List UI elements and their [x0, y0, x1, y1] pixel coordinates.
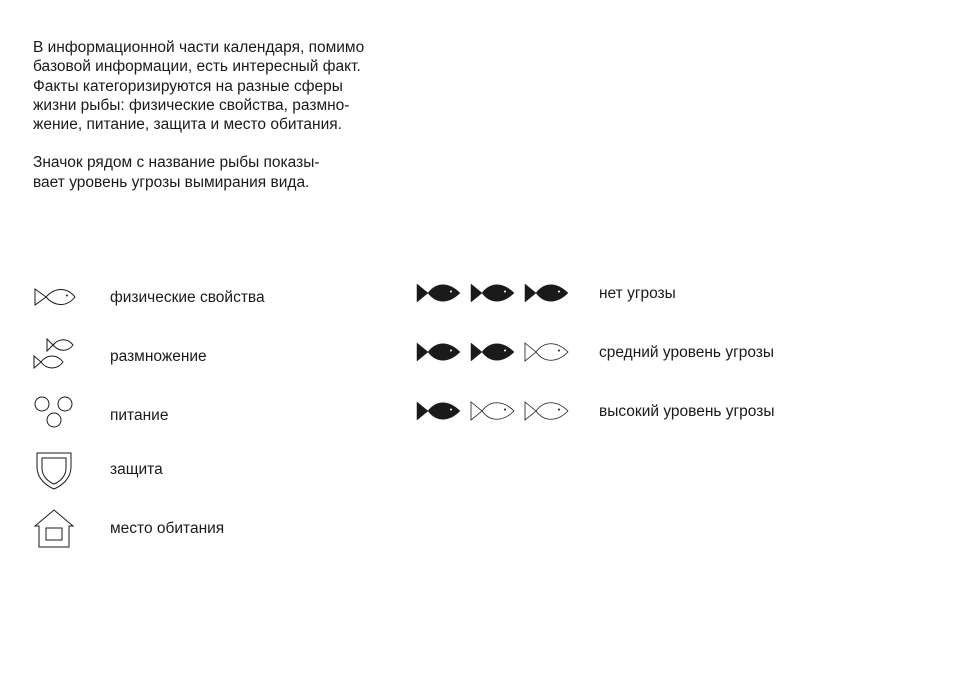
legend-label-physical: физические свойства: [110, 289, 265, 306]
fish-filled-icon: [471, 343, 514, 361]
fish-outline-icon: [525, 343, 568, 361]
intro-text: [33, 38, 453, 192]
fish-eye-icon: [504, 291, 506, 293]
fish-filled-icon: [417, 343, 460, 361]
fish-eye-icon: [504, 350, 506, 352]
threat-label-none: нет угрозы: [599, 285, 676, 302]
threat-label-high: высокий уровень угрозы: [599, 403, 775, 420]
legend-label-protection: защита: [110, 461, 163, 478]
two-fish-icon: [33, 337, 79, 377]
fish-eye-icon: [450, 409, 452, 411]
fish-eye-icon: [558, 409, 560, 411]
fish-eye-icon: [558, 350, 560, 352]
fish-eye-icon: [504, 409, 506, 411]
fish-filled-icon: [525, 284, 568, 302]
fish-eye-icon: [450, 350, 452, 352]
fish-filled-icon: [417, 284, 460, 302]
intro-paragraph-1: В информационной части календаря, помимо базовой информации, есть интересный факт. Факты категоризируются на разные сферы жизни рыбы: физические свойства, размно- жение, питание, защита и место обитания.: [33, 39, 365, 134]
threat-fish-group: [416, 279, 576, 309]
fish-filled-icon: [417, 402, 460, 420]
threat-fish-group: [416, 338, 576, 368]
fish-outline-icon: [525, 402, 568, 420]
fish-outline-icon: [471, 402, 514, 420]
fish-outline-icon: [33, 278, 79, 318]
legend-label-reproduction: размножение: [110, 348, 207, 365]
threat-label-medium: средний уровень угрозы: [599, 344, 775, 361]
food-circles-icon: [33, 396, 79, 436]
legend-label-habitat: место обитания: [110, 520, 225, 537]
shield-icon: [33, 450, 79, 490]
house-icon: [33, 509, 79, 549]
threat-fish-group: [416, 397, 576, 427]
fish-eye-icon: [558, 291, 560, 293]
fish-eye-icon: [450, 291, 452, 293]
intro-paragraph-2: Значок рядом с название рыбы показы- вает уровень угрозы вымирания вида.: [33, 154, 320, 191]
legend-label-nutrition: питание: [110, 407, 169, 424]
fish-filled-icon: [471, 284, 514, 302]
